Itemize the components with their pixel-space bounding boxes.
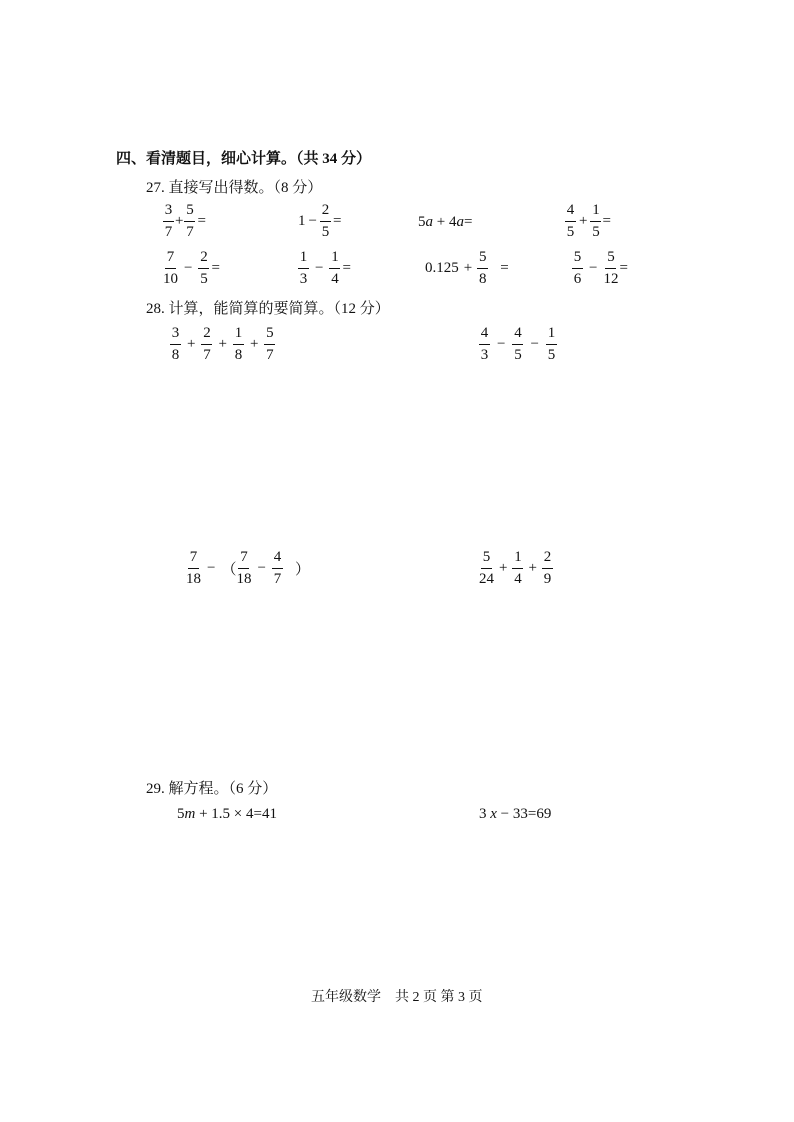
fraction: $\frac{5}{24}$ bbox=[479, 549, 494, 587]
q29-equation-2: 3 x − 33=69 bbox=[479, 806, 552, 822]
fraction: $\frac{2}{7}$ bbox=[203, 325, 211, 363]
fraction: $\frac{1}{4}$ bbox=[514, 549, 522, 587]
fraction: $\frac{1}{5}$ bbox=[547, 325, 556, 363]
q29-equation-1: 5m + 1.5 × 4=41 bbox=[177, 806, 277, 822]
fraction: $\frac{5}{6}$ bbox=[573, 249, 582, 287]
fraction: $\frac{4}{7}$ bbox=[273, 549, 282, 587]
fraction: $\frac{7}{18}$ bbox=[186, 549, 201, 587]
fraction: $\frac{7}{18}$ bbox=[236, 549, 252, 587]
fraction: $\frac{3}{8}$ bbox=[171, 325, 180, 363]
question-28-title: 28. 计算，能简算的要简算。（12 分） bbox=[146, 301, 390, 317]
fraction: $\frac{4}{5}$ bbox=[514, 325, 522, 363]
fraction: $\frac{5}{7}$ bbox=[266, 325, 274, 363]
fraction: $\frac{4}{3}$ bbox=[480, 325, 489, 363]
q27-item-3: 5a + 4a= bbox=[418, 214, 473, 230]
q27-item-1: $\frac{3}{7}$ + $\frac{5}{7}$ = bbox=[164, 202, 206, 240]
section-title: 四、看清题目，细心计算。（共 34 分） bbox=[116, 151, 372, 167]
fraction: $\frac{1}{5}$ bbox=[592, 202, 600, 240]
fraction: $\frac{2}{5}$ bbox=[321, 202, 330, 240]
fraction: $\frac{2}{9}$ bbox=[543, 549, 552, 587]
fraction: $\frac{3}{7}$ bbox=[164, 202, 173, 240]
fraction: $\frac{1}{4}$ bbox=[331, 249, 339, 287]
q28-problem-3: $\frac{7}{18}$ − （ $\frac{7}{18}$ − $\frac{4}{7}$ ） bbox=[186, 549, 310, 587]
page-footer: 五年级数学 共 2 页 第 3 页 bbox=[311, 990, 483, 1005]
q27-item-4: $\frac{4}{5}$ + $\frac{1}{5}$ = bbox=[566, 202, 611, 240]
q27-item-2: 1 − $\frac{2}{5}$ = bbox=[298, 202, 342, 240]
question-27-title: 27. 直接写出得数。（8 分） bbox=[146, 180, 323, 196]
fraction: $\frac{2}{5}$ bbox=[200, 249, 208, 287]
fraction: $\frac{5}{12}$ bbox=[603, 249, 619, 287]
fraction: $\frac{1}{3}$ bbox=[299, 249, 308, 287]
q27-item-8: $\frac{5}{6}$ − $\frac{5}{12}$ = bbox=[573, 249, 628, 287]
q28-problem-4: $\frac{5}{24}$ + $\frac{1}{4}$ + $\frac{2}{9}$ bbox=[479, 549, 552, 587]
fraction: $\frac{7}{10}$ bbox=[163, 249, 178, 287]
fraction: $\frac{5}{7}$ bbox=[186, 202, 194, 240]
q27-item-5: $\frac{7}{10}$ − $\frac{2}{5}$ = bbox=[163, 249, 220, 287]
fraction: $\frac{5}{8}$ bbox=[478, 249, 487, 287]
fraction: $\frac{4}{5}$ bbox=[566, 202, 575, 240]
q27-item-7: 0.125 + $\frac{5}{8}$ = bbox=[425, 249, 509, 287]
question-29-title: 29. 解方程。（6 分） bbox=[146, 781, 278, 797]
q28-problem-2: $\frac{4}{3}$ − $\frac{4}{5}$ − $\frac{1}{5}$ bbox=[480, 325, 556, 363]
q27-item-6: $\frac{1}{3}$ − $\frac{1}{4}$ = bbox=[299, 249, 351, 287]
fraction: $\frac{1}{8}$ bbox=[234, 325, 243, 363]
q28-problem-1: $\frac{3}{8}$ + $\frac{2}{7}$ + $\frac{1}{8}$ + $\frac{5}{7}$ bbox=[171, 325, 274, 363]
